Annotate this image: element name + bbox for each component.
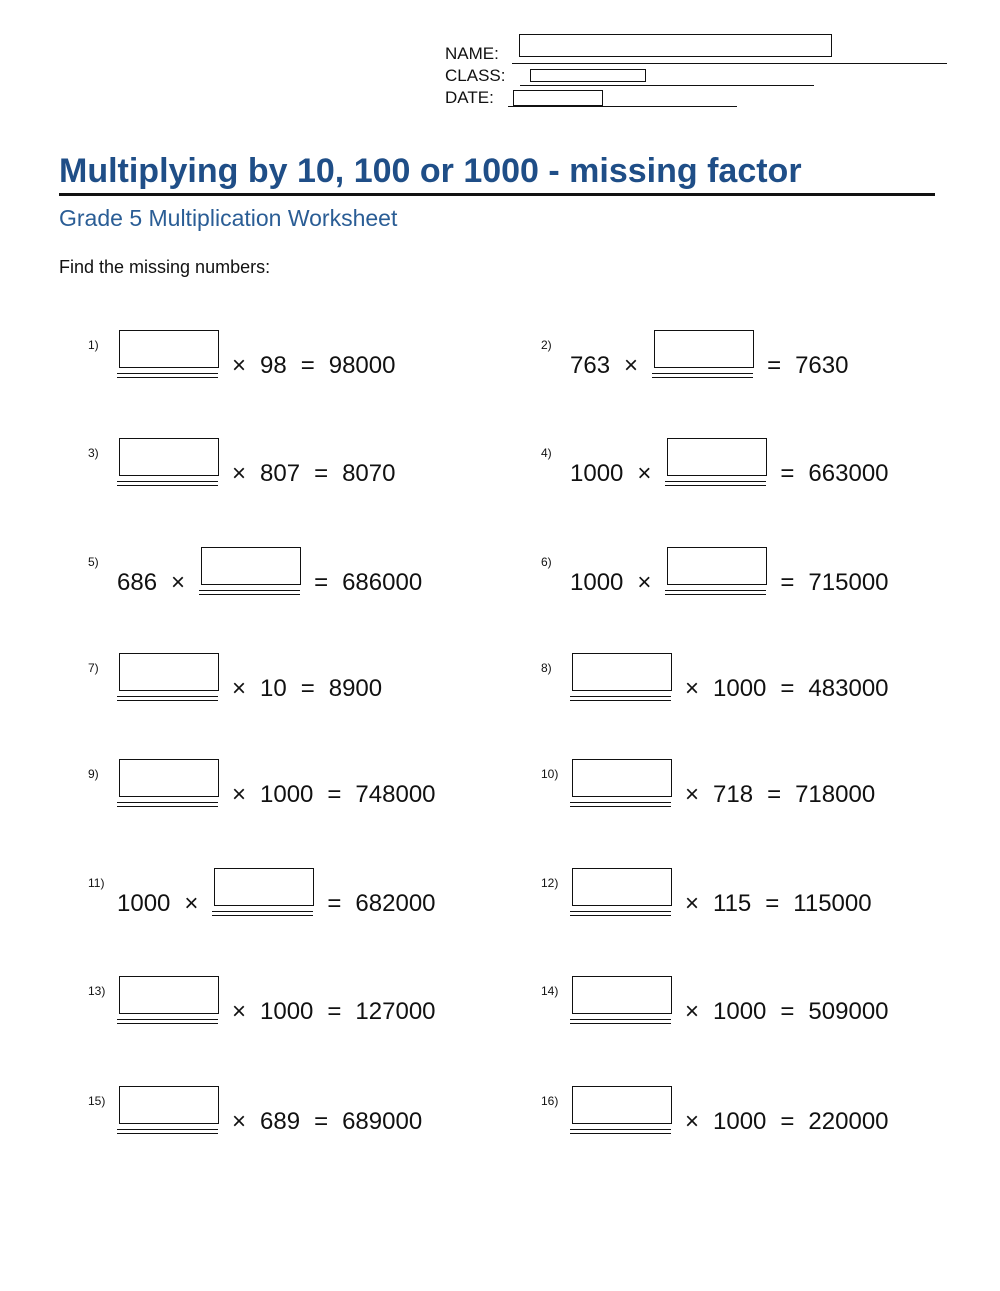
answer-underline — [570, 1023, 671, 1024]
problem-number: 4) — [541, 446, 552, 460]
answer-input[interactable] — [119, 438, 219, 476]
answer-blank — [665, 438, 766, 490]
instructions: Find the missing numbers: — [59, 257, 271, 277]
problem-number: 3) — [88, 446, 99, 460]
answer-underline — [570, 802, 671, 803]
times-sign: × — [171, 569, 186, 596]
times-sign: × — [685, 675, 700, 702]
equals-sign: = — [780, 998, 795, 1025]
answer-input[interactable] — [572, 868, 672, 906]
equation — [117, 759, 436, 811]
equals-sign: = — [314, 1108, 329, 1135]
product-value: 8900 — [328, 675, 383, 702]
equation — [117, 1086, 422, 1138]
name-input[interactable] — [519, 34, 832, 57]
date-underline — [508, 106, 737, 107]
answer-underline — [652, 377, 753, 378]
equals-sign: = — [300, 352, 315, 379]
equals-sign: = — [327, 781, 342, 808]
answer-input[interactable] — [119, 759, 219, 797]
answer-input[interactable] — [572, 1086, 672, 1124]
answer-underline — [117, 485, 218, 486]
factor-b: 718 — [713, 781, 754, 808]
answer-underline — [117, 1129, 218, 1130]
equation — [117, 547, 422, 599]
times-sign: × — [232, 1108, 247, 1135]
equals-sign: = — [767, 781, 782, 808]
answer-blank — [570, 759, 671, 811]
answer-underline — [570, 911, 671, 912]
equals-sign: = — [314, 569, 329, 596]
problem-number: 13) — [88, 984, 106, 998]
problem-number: 1) — [88, 338, 99, 352]
equals-sign: = — [314, 460, 329, 487]
product-value: 483000 — [808, 675, 889, 702]
answer-blank — [212, 868, 313, 920]
worksheet-subtitle: Grade 5 Multiplication Worksheet — [59, 205, 398, 231]
answer-underline — [570, 1129, 671, 1130]
answer-blank — [665, 547, 766, 599]
answer-underline — [665, 485, 766, 486]
times-sign: × — [685, 1108, 700, 1135]
equals-sign: = — [300, 675, 315, 702]
times-sign: × — [685, 998, 700, 1025]
times-sign: × — [232, 998, 247, 1025]
times-sign: × — [232, 781, 247, 808]
equals-sign: = — [780, 1108, 795, 1135]
answer-underline — [570, 1019, 671, 1020]
equals-sign: = — [765, 890, 780, 917]
product-value: 127000 — [355, 998, 436, 1025]
times-sign: × — [685, 890, 700, 917]
product-value: 748000 — [355, 781, 436, 808]
factor-a: 686 — [117, 569, 158, 596]
problem-number: 10) — [541, 767, 559, 781]
problem-number: 11) — [88, 876, 105, 890]
factor-b: 115 — [713, 890, 752, 917]
answer-underline — [117, 700, 218, 701]
answer-blank — [117, 653, 218, 705]
equals-sign: = — [780, 460, 795, 487]
answer-underline — [117, 1019, 218, 1020]
product-value: 682000 — [355, 890, 436, 917]
times-sign: × — [232, 460, 247, 487]
product-value: 686000 — [342, 569, 423, 596]
answer-underline — [570, 696, 671, 697]
product-value: 509000 — [808, 998, 889, 1025]
answer-underline — [199, 594, 300, 595]
answer-blank — [570, 653, 671, 705]
answer-underline — [570, 915, 671, 916]
problem-number: 9) — [88, 767, 99, 781]
product-value: 718000 — [795, 781, 876, 808]
times-sign: × — [184, 890, 199, 917]
worksheet-title: Multiplying by 10, 100 or 1000 - missing factor — [59, 152, 802, 190]
answer-underline — [117, 481, 218, 482]
answer-underline — [117, 806, 218, 807]
answer-underline — [117, 377, 218, 378]
factor-b: 1000 — [713, 1108, 767, 1135]
answer-underline — [117, 1133, 218, 1134]
name-underline — [512, 63, 947, 64]
answer-blank — [652, 330, 753, 382]
problem-number: 5) — [88, 555, 99, 569]
problem-number: 15) — [88, 1094, 106, 1108]
problem-number: 7) — [88, 661, 99, 675]
problem-number: 6) — [541, 555, 552, 569]
answer-underline — [117, 802, 218, 803]
answer-input[interactable] — [201, 547, 301, 585]
answer-underline — [665, 481, 766, 482]
equation — [570, 976, 889, 1028]
answer-input[interactable] — [119, 653, 219, 691]
answer-input[interactable] — [119, 330, 219, 368]
answer-input[interactable] — [667, 547, 767, 585]
problem-number: 8) — [541, 661, 552, 675]
answer-underline — [652, 373, 753, 374]
answer-input[interactable] — [667, 438, 767, 476]
answer-underline — [570, 806, 671, 807]
times-sign: × — [232, 352, 247, 379]
answer-blank — [117, 330, 218, 382]
answer-underline — [117, 1023, 218, 1024]
times-sign: × — [685, 781, 700, 808]
equation — [570, 653, 889, 705]
factor-b: 1000 — [713, 998, 767, 1025]
product-value: 715000 — [808, 569, 889, 596]
times-sign: × — [232, 675, 247, 702]
product-value: 98000 — [328, 352, 396, 379]
product-value: 8070 — [342, 460, 396, 487]
equals-sign: = — [780, 675, 795, 702]
factor-b: 98 — [260, 352, 287, 379]
name-label: NAME: — [445, 44, 499, 63]
answer-underline — [117, 696, 218, 697]
title-divider — [59, 193, 935, 196]
answer-underline — [665, 590, 766, 591]
equation — [117, 438, 395, 490]
answer-blank — [117, 1086, 218, 1138]
equation — [570, 759, 875, 811]
factor-b: 1000 — [260, 781, 314, 808]
equation — [117, 653, 382, 705]
factor-a: 1000 — [117, 890, 171, 917]
answer-input[interactable] — [572, 759, 672, 797]
equation — [117, 868, 436, 920]
answer-input[interactable] — [119, 1086, 219, 1124]
equals-sign: = — [780, 569, 795, 596]
factor-a: 763 — [570, 352, 611, 379]
answer-blank — [570, 1086, 671, 1138]
answer-underline — [212, 915, 313, 916]
factor-b: 10 — [260, 675, 287, 702]
equation — [117, 330, 395, 382]
factor-b: 1000 — [260, 998, 314, 1025]
date-label: DATE: — [445, 88, 494, 107]
answer-blank — [199, 547, 300, 599]
class-input[interactable] — [530, 69, 646, 82]
equation — [570, 438, 889, 490]
answer-input[interactable] — [572, 653, 672, 691]
answer-underline — [570, 1133, 671, 1134]
equals-sign: = — [327, 890, 342, 917]
equation — [570, 1086, 889, 1138]
problem-number: 14) — [541, 984, 559, 998]
equation — [570, 868, 872, 920]
answer-blank — [570, 976, 671, 1028]
answer-underline — [117, 373, 218, 374]
answer-input[interactable] — [654, 330, 754, 368]
times-sign: × — [637, 460, 652, 487]
equation — [570, 330, 848, 382]
equals-sign: = — [767, 352, 782, 379]
product-value: 7630 — [795, 352, 849, 379]
answer-input[interactable] — [119, 976, 219, 1014]
answer-underline — [665, 594, 766, 595]
answer-blank — [117, 976, 218, 1028]
times-sign: × — [624, 352, 639, 379]
answer-underline — [212, 911, 313, 912]
answer-input[interactable] — [214, 868, 314, 906]
factor-b: 807 — [260, 460, 301, 487]
equals-sign: = — [327, 998, 342, 1025]
factor-b: 1000 — [713, 675, 767, 702]
problem-number: 16) — [541, 1094, 559, 1108]
answer-underline — [570, 700, 671, 701]
factor-a: 1000 — [570, 460, 624, 487]
product-value: 689000 — [342, 1108, 423, 1135]
factor-b: 689 — [260, 1108, 301, 1135]
answer-input[interactable] — [572, 976, 672, 1014]
answer-blank — [117, 759, 218, 811]
times-sign: × — [637, 569, 652, 596]
answer-blank — [117, 438, 218, 490]
problem-number: 12) — [541, 876, 559, 890]
equation — [117, 976, 436, 1028]
date-input[interactable] — [513, 90, 603, 106]
class-label: CLASS: — [445, 66, 506, 85]
product-value: 115000 — [793, 890, 872, 917]
product-value: 220000 — [808, 1108, 889, 1135]
answer-underline — [199, 590, 300, 591]
class-underline — [520, 85, 814, 86]
product-value: 663000 — [808, 460, 889, 487]
answer-blank — [570, 868, 671, 920]
equation — [570, 547, 889, 599]
problem-number: 2) — [541, 338, 552, 352]
factor-a: 1000 — [570, 569, 624, 596]
